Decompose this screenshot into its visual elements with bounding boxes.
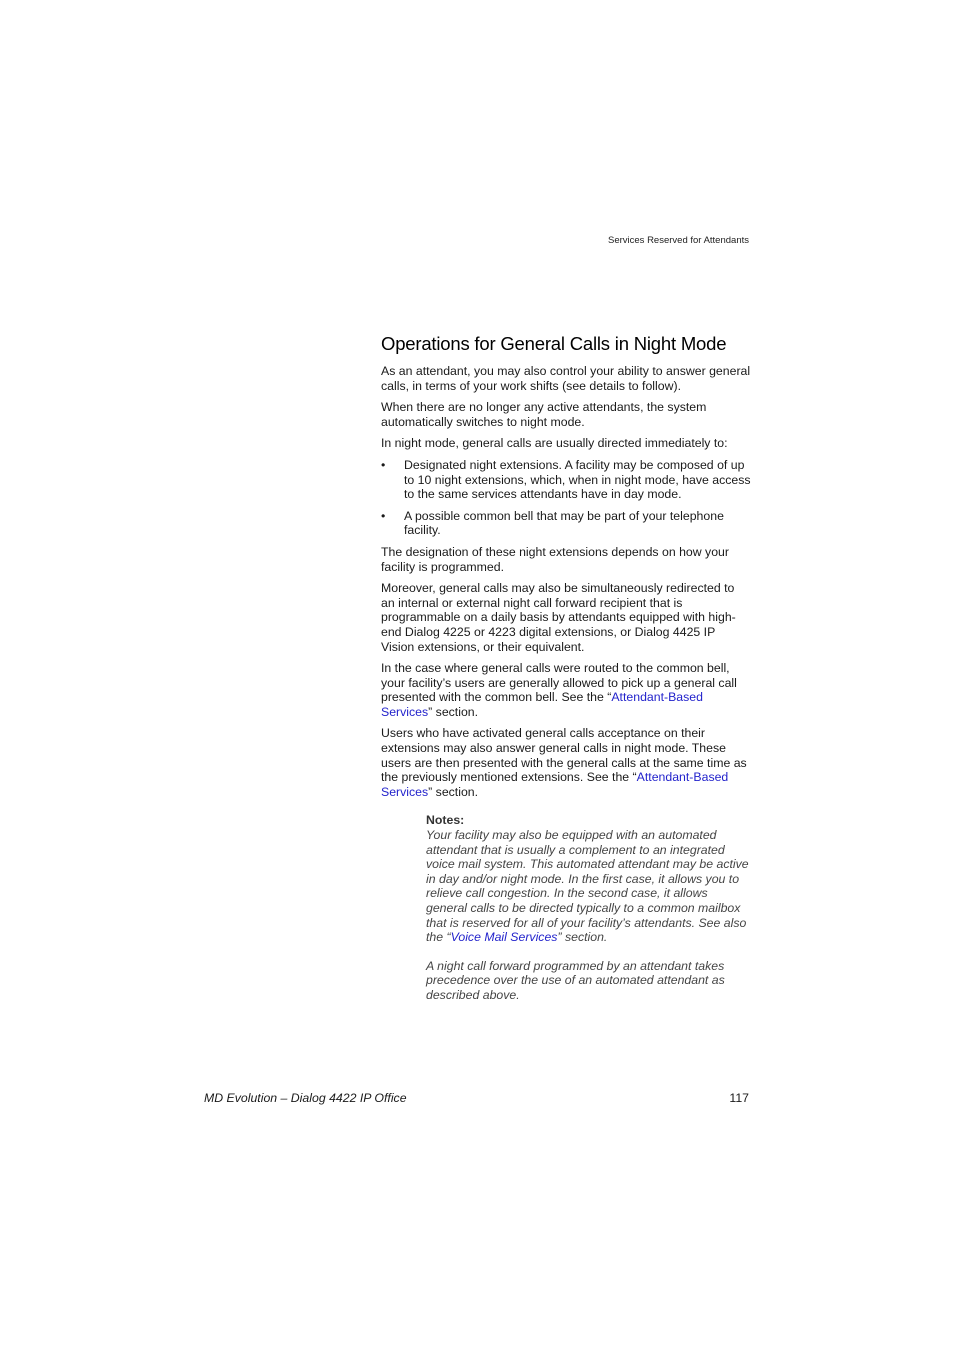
note-precedence: A night call forward programmed by an attendant takes precedence over the use of an automated attendant as described above. <box>426 958 725 1002</box>
main-content <box>381 333 751 1017</box>
section-title: Operations for General Calls in Night Mode <box>381 333 727 354</box>
paragraph-night-switch: When there are no longer any active attendants, the system automatically switches to night mode. <box>381 400 707 429</box>
list-item-text: A possible common bell that may be part of your telephone facility. <box>404 508 724 538</box>
voice-mail-services-link[interactable]: Voice Mail Services <box>450 930 558 945</box>
list-item-text: Designated night extensions. A facility may be composed of up to 10 night extensions, which, when in night mode, have access to the same services attendants have in day mode. <box>404 457 751 502</box>
attendant-based-services-link[interactable]: Attendant-Based Services <box>381 690 703 719</box>
note-automated-attendant: Your facility may also be equipped with an automated attendant that is usually a complement to an integrated voice mail system. This automated attendant may be active in day and/or night mode. In the first case, it allows you to relieve call congestion. In the second case, it allows general calls to be directed typically to a common mailbox that is reserved for all of your facility’s attendants. See also the “Voice Mail Services” section. <box>426 828 749 945</box>
notes-block <box>426 813 751 1002</box>
bullet-list <box>381 458 751 538</box>
list-item <box>381 509 751 538</box>
running-header: Services Reserved for Attendants <box>608 235 749 246</box>
paragraph-common-bell: In the case where general calls were routed to the common bell, your facility’s users are generally allowed to pick up a general call presented with the common bell. See the “Attendant-Based Services” section. <box>381 661 737 719</box>
paragraph-general-calls-acceptance: Users who have activated general calls acceptance on their extensions may also answer general calls in night mode. These users are then presented with the general calls at the same time as the previously mentioned extensions. See the “Attendant-Based Services” section. <box>381 726 747 799</box>
paragraph-intro: As an attendant, you may also control your ability to answer general calls, in terms of your work shifts (see details to follow). <box>381 364 751 393</box>
attendant-based-services-link[interactable]: Attendant-Based Services <box>381 770 729 799</box>
bullet-icon: • <box>381 457 386 472</box>
notes-heading: Notes: <box>426 813 465 828</box>
list-item <box>381 458 751 502</box>
paragraph-redirect: Moreover, general calls may also be simultaneously redirected to an internal or external night call forward recipient that is programmable on a daily basis by attendants equipped with high-end Dialog 4225 or 4223 digital extensions, or Dialog 4425 IP Vision extensions, or their equivalent. <box>381 581 736 654</box>
page-number: 117 <box>729 1091 749 1105</box>
footer-doc-title: MD Evolution – Dialog 4422 IP Office <box>204 1091 407 1105</box>
paragraph-directed-to: In night mode, general calls are usually directed immediately to: <box>381 436 728 451</box>
paragraph-designation: The designation of these night extensions depends on how your facility is programmed. <box>381 544 729 574</box>
bullet-icon: • <box>381 508 386 523</box>
